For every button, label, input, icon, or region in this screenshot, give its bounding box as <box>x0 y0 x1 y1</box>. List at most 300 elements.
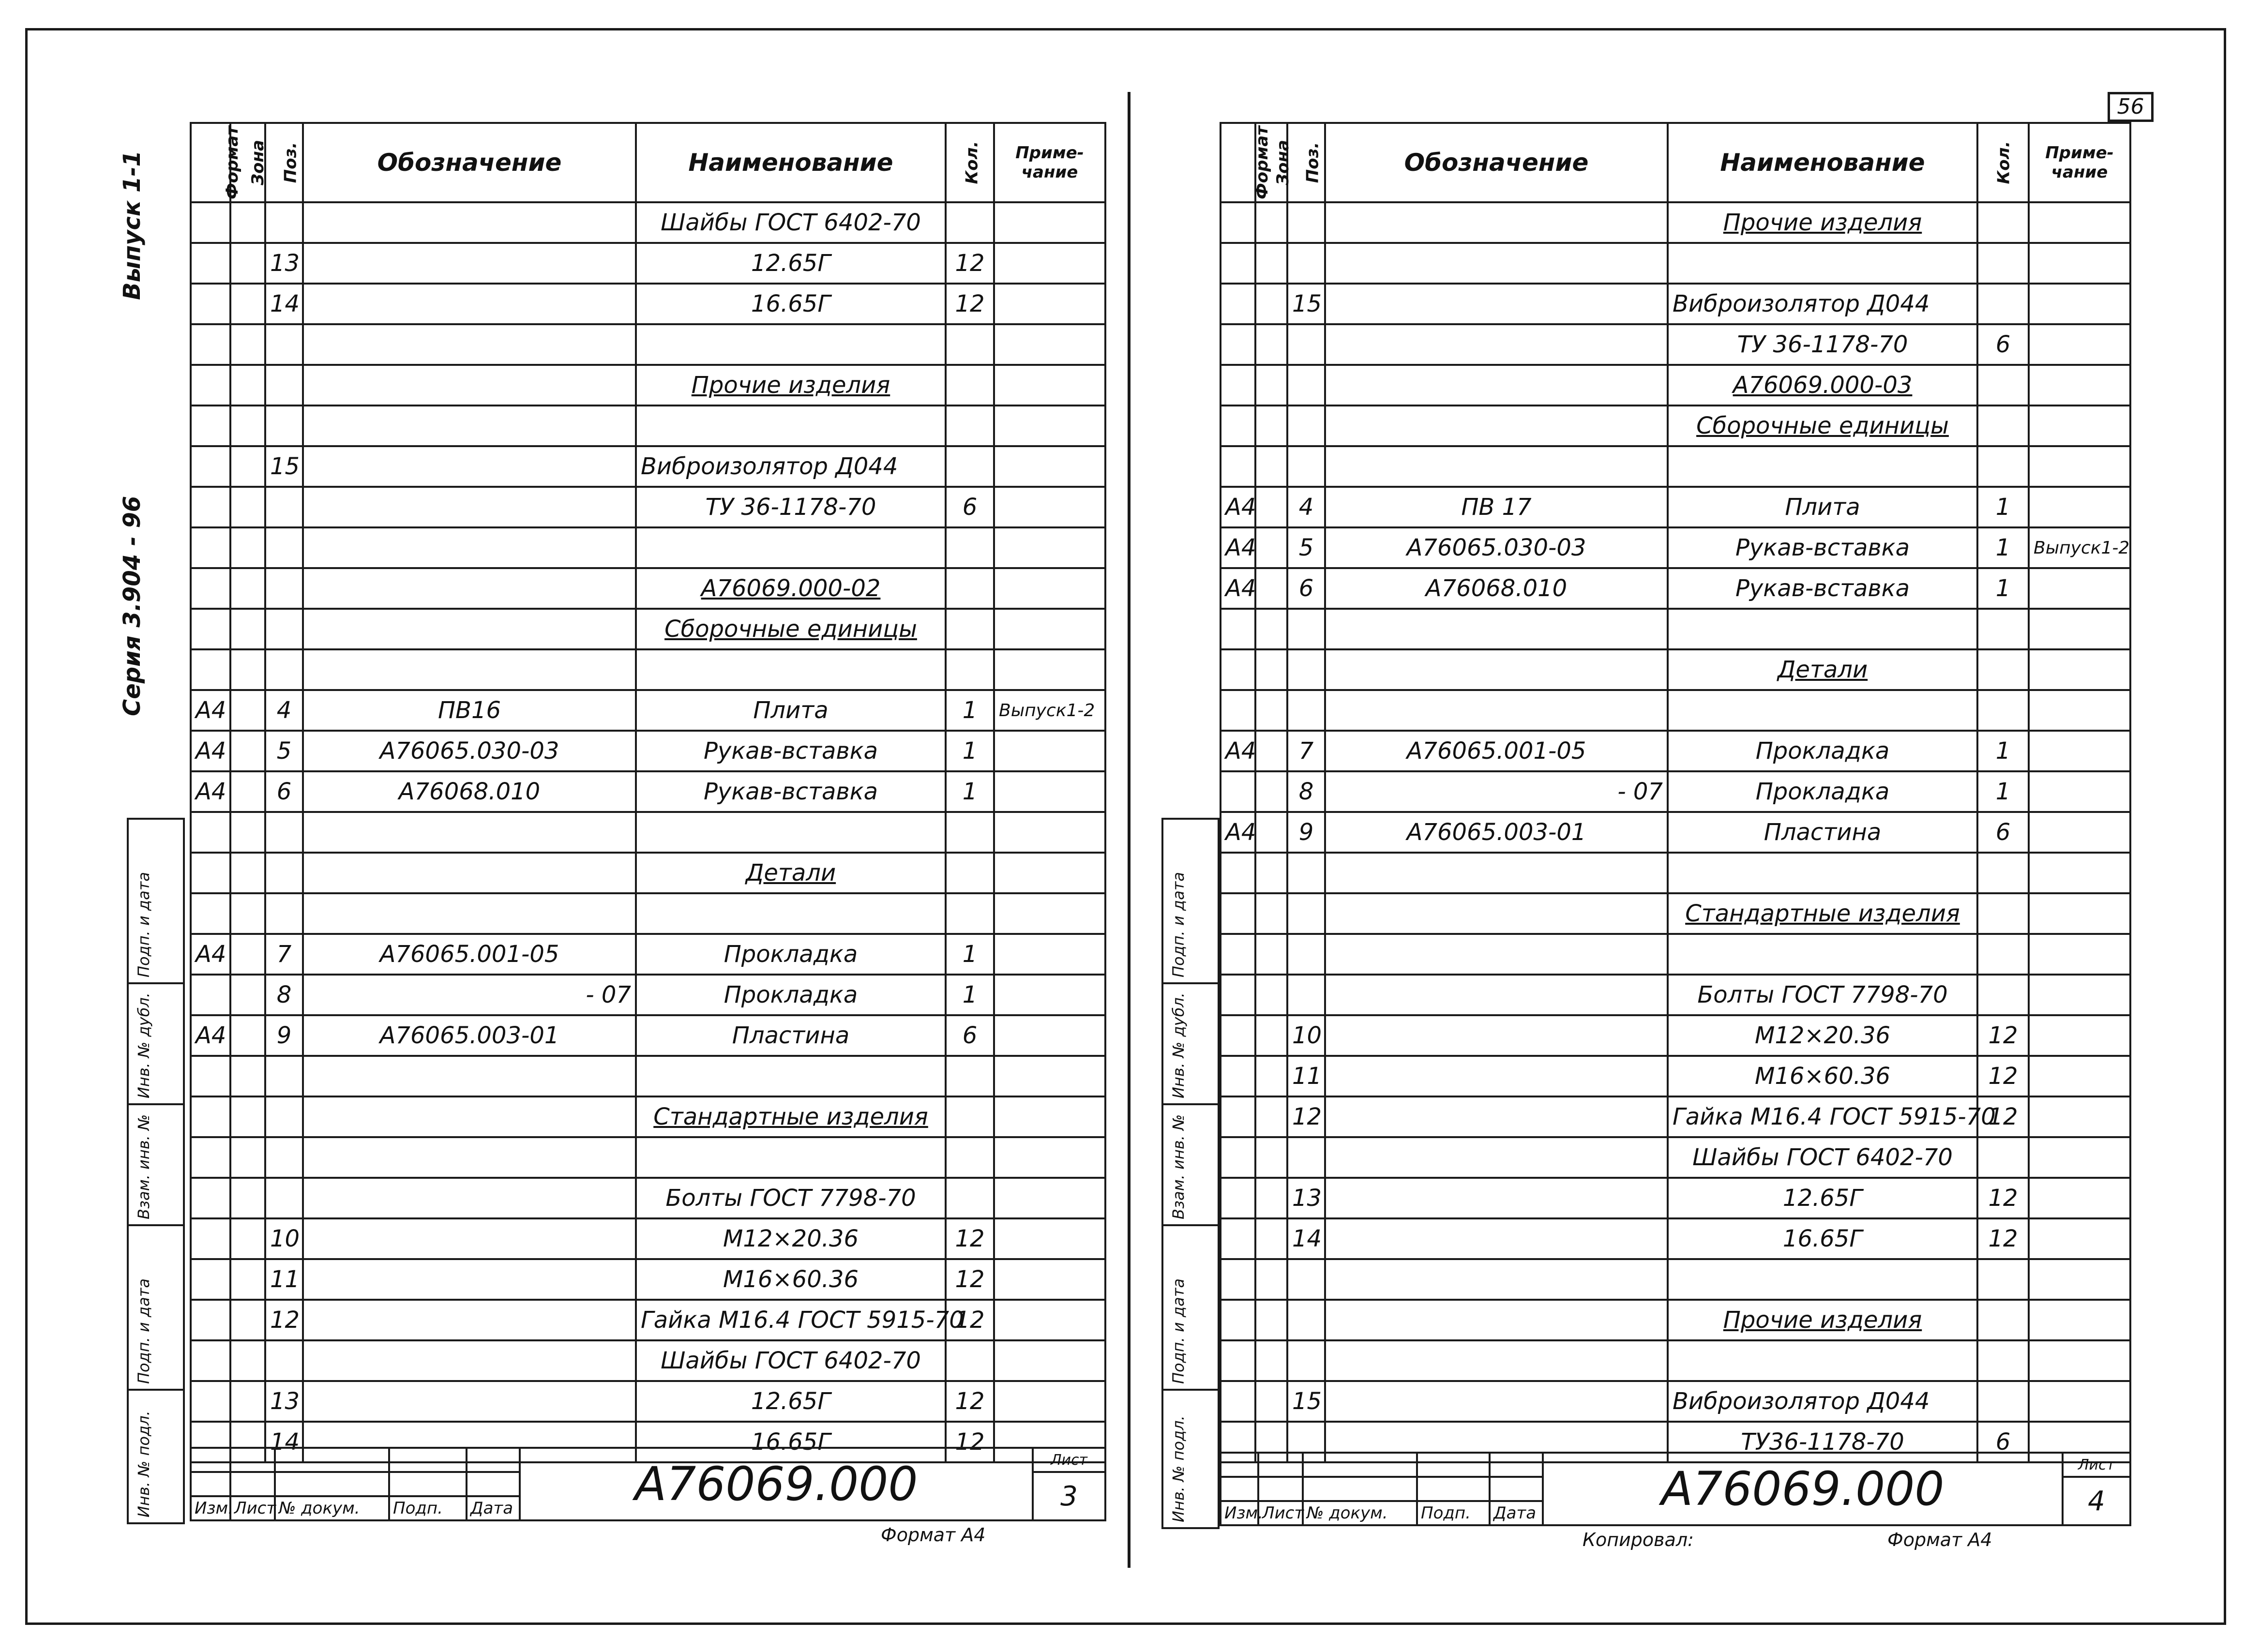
cell-designation <box>303 1056 636 1096</box>
cell-designation <box>1325 1300 1668 1340</box>
side-field: Подп. и дата <box>1163 1226 1218 1391</box>
cell-qty <box>1977 405 2029 446</box>
cell-format <box>1221 365 1255 405</box>
series-label: Серия 3.904 - 96 <box>119 496 146 716</box>
cell-format <box>191 487 230 527</box>
table-row <box>1221 1381 2130 1422</box>
cell-name: Рукав-вставка <box>636 731 946 771</box>
cell-pos <box>265 1096 303 1137</box>
cell-name <box>1668 1340 1977 1381</box>
format-label: Формат А4 <box>881 1524 986 1546</box>
cell-qty <box>946 609 994 649</box>
cell-designation: А76068.010 <box>1325 568 1668 609</box>
cell-note: Выпуск1-2 <box>994 690 1105 731</box>
cell-name <box>636 1137 946 1178</box>
table-row <box>191 568 1105 609</box>
cell-name: 16.65Г <box>636 284 946 324</box>
cell-designation <box>303 527 636 568</box>
cell-qty <box>946 446 994 487</box>
cell-qty <box>946 649 994 690</box>
table-row <box>1221 1137 2130 1178</box>
cell-format <box>1221 324 1255 365</box>
header-pos: Поз. <box>1287 123 1325 202</box>
cell-format <box>1221 446 1255 487</box>
cell-designation <box>1325 324 1668 365</box>
cell-format <box>1221 1300 1255 1340</box>
cell-note <box>2029 1015 2130 1056</box>
cell-note <box>2029 853 2130 893</box>
table-row <box>1221 812 2130 853</box>
cell-designation <box>1325 365 1668 405</box>
table-row <box>1221 1300 2130 1340</box>
cell-format: А4 <box>1221 487 1255 527</box>
table-row <box>1221 975 2130 1015</box>
table-row <box>1221 568 2130 609</box>
cell-pos <box>265 1178 303 1218</box>
cell-qty: 1 <box>1977 771 2029 812</box>
table-row <box>191 1178 1105 1218</box>
cell-zone <box>1255 284 1287 324</box>
cell-name <box>1668 446 1977 487</box>
cell-designation: ПВ16 <box>303 690 636 731</box>
cell-pos: 14 <box>265 1422 303 1462</box>
cell-name <box>636 324 946 365</box>
header-zone: Зона <box>1255 123 1287 202</box>
table-row <box>191 893 1105 934</box>
tb-col-sign: Подп. <box>389 1496 467 1520</box>
side-field: Взам. инв. № <box>1163 1105 1218 1226</box>
cell-designation <box>303 1137 636 1178</box>
cell-pos: 4 <box>265 690 303 731</box>
cell-note <box>994 609 1105 649</box>
cell-designation <box>303 893 636 934</box>
cell-note <box>2029 446 2130 487</box>
cell-name: Шайбы ГОСТ 6402-70 <box>636 202 946 243</box>
cell-designation <box>1325 405 1668 446</box>
cell-designation <box>303 1259 636 1300</box>
cell-name <box>1668 690 1977 731</box>
table-row <box>191 1137 1105 1178</box>
cell-pos: 6 <box>265 771 303 812</box>
table-row <box>1221 324 2130 365</box>
cell-format <box>1221 975 1255 1015</box>
document-designation: А76069.000 <box>520 1448 1033 1520</box>
table-row <box>1221 202 2130 243</box>
cell-name: Детали <box>636 853 946 893</box>
table-row <box>1221 853 2130 893</box>
cell-designation <box>1325 1340 1668 1381</box>
table-row <box>1221 1096 2130 1137</box>
cell-note <box>2029 1300 2130 1340</box>
cell-pos <box>1287 1137 1325 1178</box>
cell-note <box>2029 1056 2130 1096</box>
table-row <box>1221 1218 2130 1259</box>
cell-pos: 15 <box>1287 284 1325 324</box>
cell-qty <box>1977 446 2029 487</box>
cell-designation <box>303 609 636 649</box>
cell-pos <box>265 812 303 853</box>
cell-zone <box>1255 1218 1287 1259</box>
cell-pos <box>1287 243 1325 284</box>
cell-note <box>2029 731 2130 771</box>
cell-format <box>191 202 230 243</box>
tb-col-change: Изм. <box>1221 1501 1258 1525</box>
table-row <box>191 1096 1105 1137</box>
cell-designation: - 07 <box>1325 771 1668 812</box>
cell-zone <box>1255 934 1287 975</box>
cell-designation <box>1325 853 1668 893</box>
cell-pos: 15 <box>1287 1381 1325 1422</box>
side-field: Инв. № дубл. <box>129 984 183 1105</box>
cell-name: Виброизолятор Д044 <box>1668 284 1977 324</box>
cell-qty <box>1977 365 2029 405</box>
cell-pos <box>1287 446 1325 487</box>
cell-pos: 12 <box>265 1300 303 1340</box>
header-note: Приме-чание <box>2029 123 2130 202</box>
side-field: Подп. и дата <box>129 820 183 984</box>
cell-designation <box>303 1340 636 1381</box>
cell-note <box>994 568 1105 609</box>
table-row <box>191 731 1105 771</box>
header-format: Формат <box>1221 123 1255 202</box>
cell-format <box>1221 1340 1255 1381</box>
cell-pos <box>265 527 303 568</box>
cell-pos <box>1287 405 1325 446</box>
cell-qty: 12 <box>1977 1218 2029 1259</box>
cell-name: Плита <box>1668 487 1977 527</box>
cell-format <box>191 568 230 609</box>
cell-qty <box>946 812 994 853</box>
cell-format <box>1221 405 1255 446</box>
cell-pos: 9 <box>265 1015 303 1056</box>
sheet-number: 4 <box>2063 1477 2130 1525</box>
cell-format <box>1221 1096 1255 1137</box>
cell-designation <box>1325 446 1668 487</box>
cell-designation <box>1325 1178 1668 1218</box>
cell-qty <box>946 853 994 893</box>
cell-zone <box>1255 1178 1287 1218</box>
cell-format <box>1221 1015 1255 1056</box>
cell-qty <box>1977 893 2029 934</box>
table-row <box>191 1015 1105 1056</box>
table-row <box>1221 771 2130 812</box>
cell-format <box>1221 893 1255 934</box>
cell-name: Болты ГОСТ 7798-70 <box>636 1178 946 1218</box>
cell-zone <box>230 487 265 527</box>
header-designation: Обозначение <box>303 123 636 202</box>
cell-name: 12.65Г <box>636 243 946 284</box>
cell-zone <box>230 1096 265 1137</box>
cell-pos: 13 <box>265 243 303 284</box>
cell-qty <box>946 1096 994 1137</box>
cell-name: Сборочные единицы <box>636 609 946 649</box>
cell-name <box>636 405 946 446</box>
cell-zone <box>1255 324 1287 365</box>
cell-zone <box>230 284 265 324</box>
cell-zone <box>230 446 265 487</box>
cell-format: А4 <box>1221 527 1255 568</box>
cell-designation <box>1325 1381 1668 1422</box>
header-row <box>191 123 1105 202</box>
cell-pos: 11 <box>265 1259 303 1300</box>
cell-name: М12×20.36 <box>636 1218 946 1259</box>
cell-note <box>994 1056 1105 1096</box>
cell-name: Рукав-вставка <box>636 771 946 812</box>
cell-pos <box>265 405 303 446</box>
cell-designation: ПВ 17 <box>1325 487 1668 527</box>
cell-note <box>2029 1137 2130 1178</box>
cell-zone <box>230 243 265 284</box>
cell-format <box>191 324 230 365</box>
cell-note <box>994 853 1105 893</box>
cell-note <box>2029 1340 2130 1381</box>
tb-col-date: Дата <box>1490 1501 1543 1525</box>
cell-format <box>191 609 230 649</box>
cell-name: Плита <box>636 690 946 731</box>
cell-pos: 10 <box>265 1218 303 1259</box>
cell-note <box>994 1340 1105 1381</box>
cell-qty: 1 <box>946 771 994 812</box>
table-row <box>1221 609 2130 649</box>
cell-zone <box>1255 771 1287 812</box>
cell-format <box>1221 649 1255 690</box>
cell-name: М16×60.36 <box>636 1259 946 1300</box>
cell-pos <box>1287 649 1325 690</box>
cell-name <box>1668 1259 1977 1300</box>
table-row <box>191 527 1105 568</box>
cell-qty: 12 <box>946 1259 994 1300</box>
cell-name: Прокладка <box>1668 771 1977 812</box>
cell-format: А4 <box>191 690 230 731</box>
cell-designation: А76065.030-03 <box>1325 527 1668 568</box>
cell-note <box>994 1259 1105 1300</box>
cell-qty: 12 <box>1977 1056 2029 1096</box>
issue-label: Выпуск 1-1 <box>119 150 146 300</box>
cell-designation: А76065.003-01 <box>1325 812 1668 853</box>
cell-note <box>994 284 1105 324</box>
cell-name <box>1668 853 1977 893</box>
cell-name: Прокладка <box>636 934 946 975</box>
cell-qty <box>1977 284 2029 324</box>
cell-format: А4 <box>191 1015 230 1056</box>
cell-qty <box>1977 1259 2029 1300</box>
page-number: 56 <box>2108 92 2154 122</box>
table-row <box>191 649 1105 690</box>
cell-note <box>994 1137 1105 1178</box>
cell-designation <box>1325 1137 1668 1178</box>
cell-qty: 12 <box>946 1381 994 1422</box>
cell-note <box>2029 202 2130 243</box>
cell-qty: 6 <box>1977 324 2029 365</box>
table-row <box>1221 446 2130 487</box>
cell-name: М16×60.36 <box>1668 1056 1977 1096</box>
cell-qty: 1 <box>946 934 994 975</box>
tb-col-sheet: Лист <box>230 1496 275 1520</box>
cell-designation: А76065.001-05 <box>303 934 636 975</box>
cell-note <box>994 812 1105 853</box>
cell-pos <box>265 365 303 405</box>
cell-qty: 1 <box>946 731 994 771</box>
cell-format <box>191 1300 230 1340</box>
cell-designation <box>303 568 636 609</box>
cell-format <box>1221 853 1255 893</box>
table-row <box>191 243 1105 284</box>
cell-qty <box>946 365 994 405</box>
cell-qty <box>946 893 994 934</box>
table-row <box>1221 243 2130 284</box>
cell-pos: 4 <box>1287 487 1325 527</box>
cell-qty: 1 <box>1977 731 2029 771</box>
side-field: Подп. и дата <box>1163 820 1218 984</box>
cell-zone <box>230 568 265 609</box>
cell-name <box>636 893 946 934</box>
cell-qty <box>1977 649 2029 690</box>
cell-note <box>2029 568 2130 609</box>
tb-col-docnum: № докум. <box>1303 1501 1417 1525</box>
table-row <box>191 934 1105 975</box>
cell-zone <box>230 771 265 812</box>
table-row <box>191 812 1105 853</box>
table-row <box>191 487 1105 527</box>
cell-zone <box>1255 649 1287 690</box>
header-format: Формат <box>191 123 230 202</box>
cell-zone <box>230 405 265 446</box>
cell-zone <box>1255 1259 1287 1300</box>
cell-format <box>1221 1056 1255 1096</box>
cell-designation <box>303 324 636 365</box>
cell-format: А4 <box>1221 568 1255 609</box>
cell-qty <box>1977 243 2029 284</box>
side-field: Подп. и дата <box>129 1226 183 1391</box>
tb-col-date: Дата <box>467 1496 520 1520</box>
cell-designation <box>1325 690 1668 731</box>
cell-designation <box>303 1381 636 1422</box>
cell-format <box>191 1259 230 1300</box>
cell-format <box>191 1096 230 1137</box>
cell-qty: 1 <box>946 690 994 731</box>
cell-zone <box>1255 1096 1287 1137</box>
cell-qty <box>1977 853 2029 893</box>
cell-qty: 6 <box>1977 1422 2029 1462</box>
header-qty: Кол. <box>946 123 994 202</box>
cell-format <box>191 975 230 1015</box>
cell-name: Прочие изделия <box>636 365 946 405</box>
cell-designation <box>303 446 636 487</box>
cell-format <box>191 365 230 405</box>
cell-zone <box>1255 527 1287 568</box>
right-side-strip <box>1161 818 1220 1529</box>
cell-name: Стандартные изделия <box>1668 893 1977 934</box>
cell-designation <box>303 812 636 853</box>
cell-format <box>191 812 230 853</box>
header-row <box>1221 123 2130 202</box>
cell-name: Детали <box>1668 649 1977 690</box>
header-qty: Кол. <box>1977 123 2029 202</box>
cell-designation <box>303 284 636 324</box>
cell-zone <box>1255 243 1287 284</box>
cell-pos <box>1287 1300 1325 1340</box>
cell-name: Прочие изделия <box>1668 1300 1977 1340</box>
cell-name: Рукав-вставка <box>1668 568 1977 609</box>
cell-format <box>1221 1218 1255 1259</box>
cell-pos: 5 <box>1287 527 1325 568</box>
cell-note <box>2029 284 2130 324</box>
cell-name: М12×20.36 <box>1668 1015 1977 1056</box>
cell-qty: 12 <box>946 284 994 324</box>
cell-qty <box>1977 1300 2029 1340</box>
cell-name: Болты ГОСТ 7798-70 <box>1668 975 1977 1015</box>
table-row <box>191 1259 1105 1300</box>
cell-name: 12.65Г <box>1668 1178 1977 1218</box>
cell-note: Выпуск1-2 <box>2029 527 2130 568</box>
table-row <box>191 771 1105 812</box>
cell-pos <box>265 202 303 243</box>
cell-note <box>994 365 1105 405</box>
cell-designation <box>1325 1259 1668 1300</box>
cell-pos: 11 <box>1287 1056 1325 1096</box>
cell-qty <box>1977 690 2029 731</box>
cell-format: А4 <box>191 731 230 771</box>
cell-pos <box>265 649 303 690</box>
cell-designation <box>1325 1056 1668 1096</box>
cell-format: А4 <box>191 934 230 975</box>
cell-format <box>1221 1381 1255 1422</box>
cell-zone <box>230 893 265 934</box>
cell-pos: 14 <box>265 284 303 324</box>
cell-note <box>994 1381 1105 1422</box>
header-name: Наименование <box>1668 123 1977 202</box>
cell-zone <box>1255 1015 1287 1056</box>
cell-qty: 12 <box>1977 1015 2029 1056</box>
cell-zone <box>230 1218 265 1259</box>
cell-note <box>2029 893 2130 934</box>
cell-note <box>994 1218 1105 1259</box>
cell-name <box>636 1056 946 1096</box>
cell-note <box>994 1015 1105 1056</box>
cell-qty: 12 <box>946 243 994 284</box>
left-title-block <box>190 1447 1106 1521</box>
table-row <box>191 853 1105 893</box>
cell-zone <box>1255 975 1287 1015</box>
cell-name <box>1668 934 1977 975</box>
cell-format <box>1221 934 1255 975</box>
header-name: Наименование <box>636 123 946 202</box>
cell-name: Прокладка <box>1668 731 1977 771</box>
cell-note <box>994 202 1105 243</box>
cell-zone <box>230 1300 265 1340</box>
cell-pos <box>265 1056 303 1096</box>
cell-designation <box>303 1218 636 1259</box>
cell-note <box>994 649 1105 690</box>
cell-note <box>2029 934 2130 975</box>
cell-format <box>1221 202 1255 243</box>
cell-pos <box>265 893 303 934</box>
cell-note <box>2029 324 2130 365</box>
cell-format <box>1221 1259 1255 1300</box>
cell-designation: А76065.001-05 <box>1325 731 1668 771</box>
cell-designation <box>1325 284 1668 324</box>
cell-designation <box>303 405 636 446</box>
cell-designation <box>1325 975 1668 1015</box>
cell-qty <box>946 568 994 609</box>
cell-format <box>191 649 230 690</box>
cell-zone <box>230 934 265 975</box>
cell-zone <box>1255 1381 1287 1422</box>
cell-note <box>994 405 1105 446</box>
cell-note <box>994 527 1105 568</box>
cell-format <box>191 1218 230 1259</box>
side-field: Инв. № дубл. <box>1163 984 1218 1105</box>
